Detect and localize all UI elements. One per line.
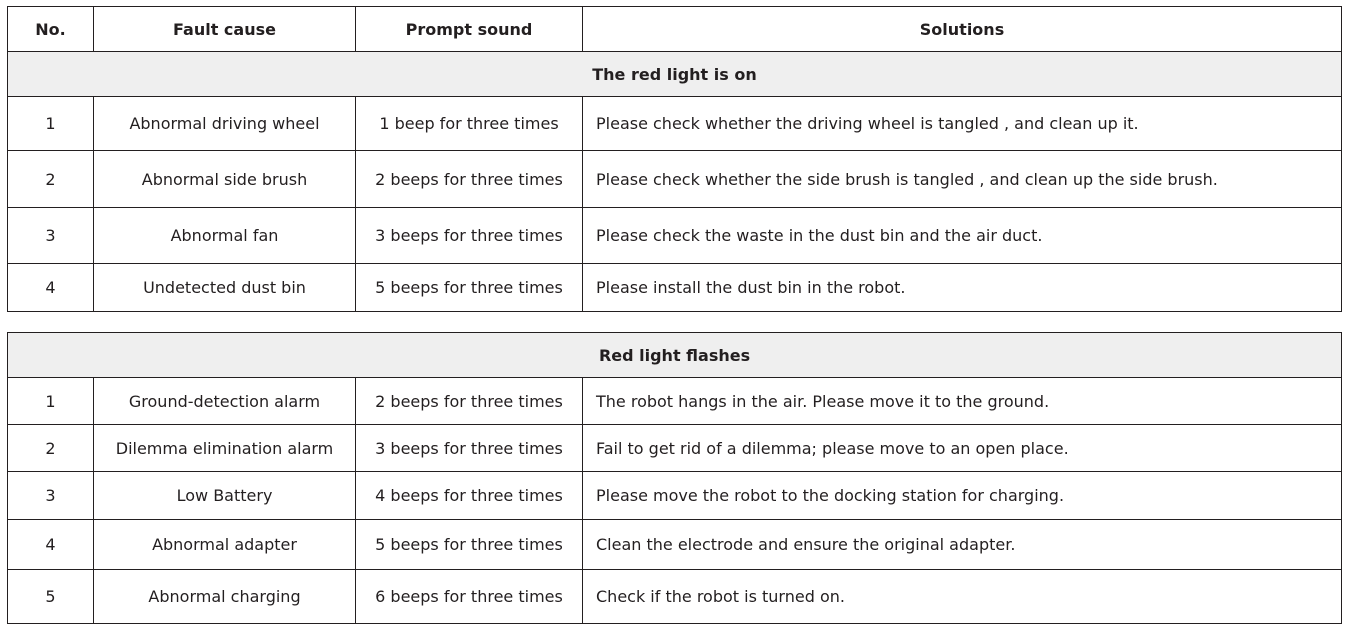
cell-solution: Please check whether the driving wheel is tangled , and clean up it. (583, 97, 1342, 151)
cell-solution: Check if the robot is turned on. (583, 570, 1342, 624)
table-row (8, 472, 1342, 520)
cell-solution: Please install the dust bin in the robot. (583, 264, 1342, 312)
section-row (8, 52, 1342, 97)
cell-no: 1 (8, 97, 94, 151)
cell-prompt: 3 beeps for three times (356, 208, 583, 264)
cell-fault: Abnormal driving wheel (94, 97, 356, 151)
table-row (8, 570, 1342, 624)
section-title: The red light is on (8, 52, 1342, 97)
cell-fault: Abnormal charging (94, 570, 356, 624)
cell-solution: Please check whether the side brush is tangled , and clean up the side brush. (583, 151, 1342, 208)
cell-no: 4 (8, 264, 94, 312)
cell-solution: Fail to get rid of a dilemma; please move to an open place. (583, 425, 1342, 472)
cell-prompt: 6 beeps for three times (356, 570, 583, 624)
cell-solution: Clean the electrode and ensure the original adapter. (583, 520, 1342, 570)
cell-fault: Low Battery (94, 472, 356, 520)
table-row (8, 378, 1342, 425)
cell-prompt: 4 beeps for three times (356, 472, 583, 520)
section-title: Red light flashes (8, 333, 1342, 378)
fault-table-red-light-on (7, 6, 1342, 312)
cell-no: 1 (8, 378, 94, 425)
cell-no: 3 (8, 472, 94, 520)
cell-prompt: 5 beeps for three times (356, 520, 583, 570)
header-prompt-sound: Prompt sound (356, 7, 583, 52)
header-no: No. (8, 7, 94, 52)
cell-solution: Please check the waste in the dust bin and the air duct. (583, 208, 1342, 264)
cell-prompt: 5 beeps for three times (356, 264, 583, 312)
table-row (8, 151, 1342, 208)
cell-fault: Abnormal fan (94, 208, 356, 264)
table-row (8, 425, 1342, 472)
cell-no: 2 (8, 151, 94, 208)
header-solutions: Solutions (583, 7, 1342, 52)
cell-no: 4 (8, 520, 94, 570)
header-fault-cause: Fault cause (94, 7, 356, 52)
cell-prompt: 1 beep for three times (356, 97, 583, 151)
section-row (8, 333, 1342, 378)
table-row (8, 208, 1342, 264)
cell-fault: Abnormal side brush (94, 151, 356, 208)
cell-no: 2 (8, 425, 94, 472)
cell-solution: Please move the robot to the docking station for charging. (583, 472, 1342, 520)
cell-fault: Dilemma elimination alarm (94, 425, 356, 472)
cell-fault: Undetected dust bin (94, 264, 356, 312)
cell-solution: The robot hangs in the air. Please move it to the ground. (583, 378, 1342, 425)
table-row (8, 97, 1342, 151)
cell-prompt: 3 beeps for three times (356, 425, 583, 472)
fault-table-red-light-flashes (7, 332, 1342, 624)
cell-no: 5 (8, 570, 94, 624)
cell-fault: Abnormal adapter (94, 520, 356, 570)
header-row (8, 7, 1342, 52)
cell-prompt: 2 beeps for three times (356, 151, 583, 208)
table-row (8, 264, 1342, 312)
cell-prompt: 2 beeps for three times (356, 378, 583, 425)
cell-no: 3 (8, 208, 94, 264)
table-row (8, 520, 1342, 570)
cell-fault: Ground-detection alarm (94, 378, 356, 425)
